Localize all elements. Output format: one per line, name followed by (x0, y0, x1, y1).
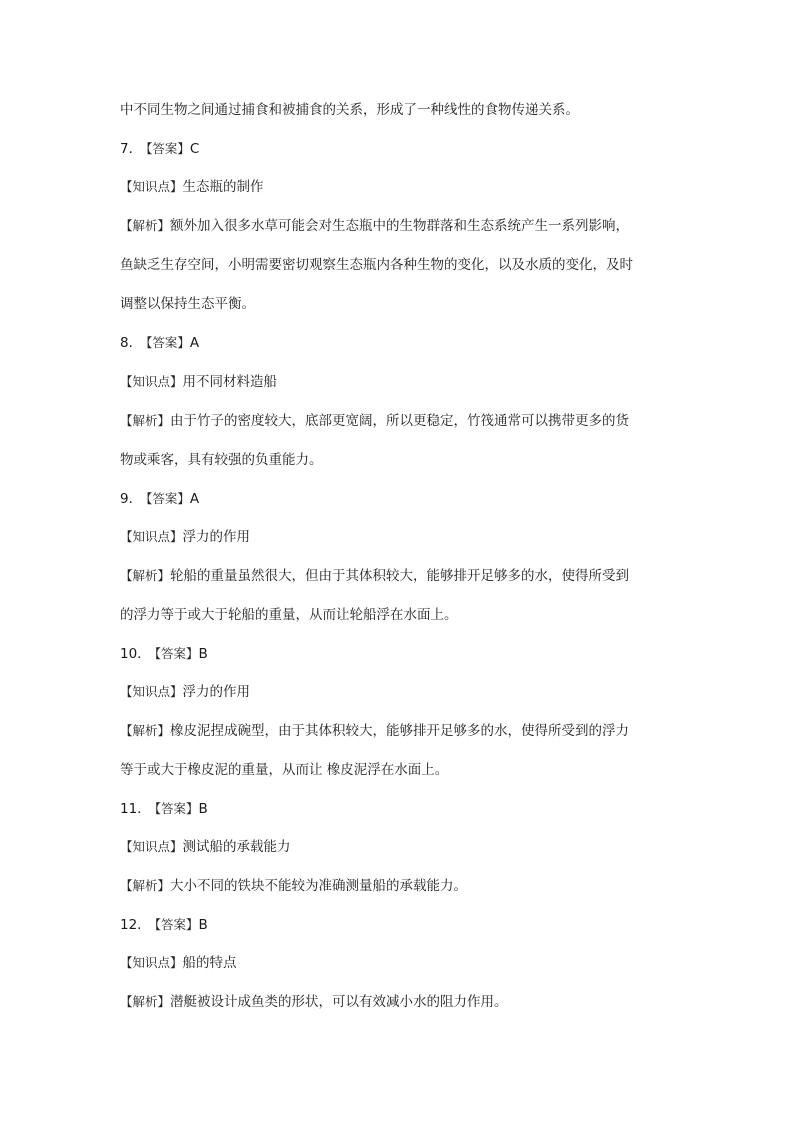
analysis-line: 物或乘客，具有较强的负重能力。 (120, 452, 323, 468)
question-number: 10． (120, 646, 151, 662)
analysis-tag: 【解析】 (120, 413, 171, 428)
answer-value: B (198, 917, 208, 933)
knowledge-value: 测试船的承载能力 (182, 839, 291, 855)
knowledge-line (120, 682, 250, 702)
answer-tag: 【答案】 (154, 917, 199, 932)
question-number: 11． (120, 801, 151, 817)
question-number: 8． (120, 335, 143, 351)
analysis-tag: 【解析】 (120, 878, 171, 893)
answer-line (120, 333, 199, 353)
answer-value: B (198, 801, 208, 817)
knowledge-tag: 【知识点】 (120, 955, 183, 970)
answer-value: A (189, 491, 200, 507)
knowledge-value: 浮力的作用 (182, 684, 251, 700)
knowledge-tag: 【知识点】 (120, 179, 183, 194)
answer-line (120, 489, 199, 509)
analysis-text: 大小不同的铁块不能较为准确测量船的承载能力。 (170, 878, 468, 894)
knowledge-value: 船的特点 (182, 955, 237, 971)
analysis-tag: 【解析】 (120, 994, 171, 1009)
analysis-line (120, 992, 508, 1012)
knowledge-tag: 【知识点】 (120, 684, 183, 699)
analysis-text: 潜艇被设计成鱼类的形状，可以有效减小水的阻力作用。 (170, 994, 508, 1010)
knowledge-line (120, 837, 291, 857)
knowledge-line (120, 953, 237, 973)
analysis-line (120, 566, 629, 586)
analysis-text: 由于竹子的密度较大，底部更宽阔，所以更稳定，竹筏通常可以携带更多的货 (170, 413, 630, 429)
knowledge-line (120, 177, 264, 197)
knowledge-value: 浮力的作用 (182, 529, 251, 545)
intro-line: 中不同生物之间通过捕食和被捕食的关系，形成了一种线性的食物传递关系。 (120, 102, 579, 118)
answer-value: C (189, 141, 200, 157)
answer-value: B (198, 646, 208, 662)
analysis-line (120, 876, 467, 896)
answer-line (120, 139, 199, 159)
analysis-line (120, 411, 629, 431)
knowledge-value: 用不同材料造船 (182, 374, 278, 390)
answer-line (120, 799, 208, 819)
analysis-line (120, 721, 629, 741)
analysis-text: 橡皮泥捏成碗型，由于其体积较大，能够排开足够多的水，使得所受到的浮力 (170, 723, 630, 739)
analysis-line (120, 216, 629, 236)
answer-tag: 【答案】 (146, 141, 190, 156)
answer-tag: 【答案】 (146, 335, 190, 350)
analysis-text: 轮船的重量虽然很大，但由于其体积较大，能够排开足够多的水，使得所受到 (170, 568, 630, 584)
answer-line (120, 644, 208, 664)
knowledge-tag: 【知识点】 (120, 839, 183, 854)
analysis-line: 鱼缺乏生存空间，小明需要密切观察生态瓶内各种生物的变化，以及水质的变化，及时 (120, 257, 633, 273)
knowledge-line (120, 372, 277, 392)
analysis-tag: 【解析】 (120, 218, 171, 233)
answer-value: A (189, 335, 200, 351)
question-number: 9． (120, 491, 143, 507)
knowledge-tag: 【知识点】 (120, 374, 183, 389)
knowledge-value: 生态瓶的制作 (182, 179, 264, 195)
answer-tag: 【答案】 (154, 801, 199, 816)
question-number: 7． (120, 141, 143, 157)
analysis-tag: 【解析】 (120, 568, 171, 583)
answer-tag: 【答案】 (146, 491, 190, 506)
analysis-line: 调整以保持生态平衡。 (120, 296, 255, 312)
analysis-line: 的浮力等于或大于轮船的重量，从而让轮船浮在水面上。 (120, 607, 458, 623)
question-number: 12． (120, 917, 151, 933)
analysis-tag: 【解析】 (120, 723, 171, 738)
answer-tag: 【答案】 (154, 646, 199, 661)
analysis-line: 等于或大于橡皮泥的重量，从而让 橡皮泥浮在水面上。 (120, 762, 449, 778)
answer-line (120, 915, 208, 935)
knowledge-line (120, 527, 250, 547)
analysis-text: 额外加入很多水草可能会对生态瓶中的生物群落和生态系统产生一系列影响， (170, 218, 630, 234)
knowledge-tag: 【知识点】 (120, 529, 183, 544)
